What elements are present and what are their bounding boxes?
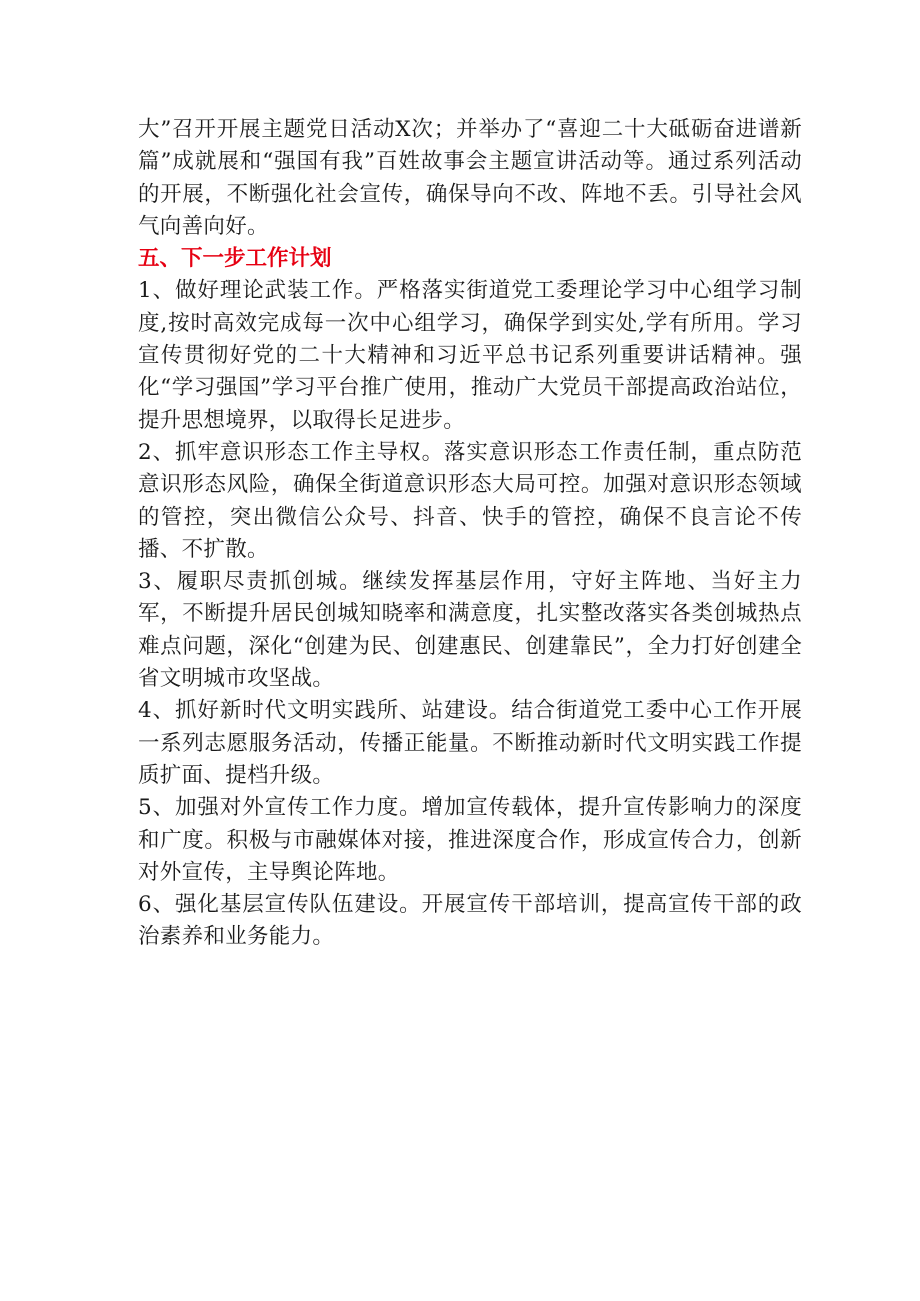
plan-item-3: 3、履职尽责抓创城。继续发挥基层作用，守好主阵地、当好主力军，不断提升居民创城知晓率和满意度，扎实整改落实各类创城热点难点问题，深化“创建为民、创建惠民、创建靠民”，全力打好创建全省文明城市攻坚战。 (138, 569, 802, 692)
plan-item-4: 4、抓好新时代文明实践所、站建设。结合街道党工委中心工作开展一系列志愿服务活动，传播正能量。不断推动新时代文明实践工作提质扩面、提档升级。 (138, 698, 802, 788)
document-body (138, 114, 802, 954)
plan-item-5: 5、加强对外宣传工作力度。增加宣传载体，提升宣传影响力的深度和广度。积极与市融媒体对接，推进深度合作，形成宣传合力，创新对外宣传，主导舆论阵地。 (138, 795, 802, 885)
plan-item-1: 1、做好理论武装工作。严格落实街道党工委理论学习中心组学习制度,按时高效完成每一次中心组学习，确保学到实处,学有所用。学习宣传贯彻好党的二十大精神和习近平总书记系列重要讲话精神。强化“学习强国”学习平台推广使用，推动广大党员干部提高政治站位，提升思想境界，以取得长足进步。 (138, 278, 802, 433)
plan-item-6: 6、强化基层宣传队伍建设。开展宣传干部培训，提高宣传干部的政治素养和业务能力。 (138, 892, 802, 950)
intro-paragraph: 大”召开开展主题党日活动X次；并举办了“喜迎二十大砥砺奋进谱新篇”成就展和“强国有我”百姓故事会主题宣讲活动等。通过系列活动的开展，不断强化社会宣传，确保导向不改、阵地不丢。引导社会风气向善向好。 (138, 117, 802, 239)
section-heading: 五、下一步工作计划 (138, 246, 332, 272)
plan-item-2: 2、抓牢意识形态工作主导权。落实意识形态工作责任制，重点防范意识形态风险，确保全街道意识形态大局可控。加强对意识形态领域的管控，突出微信公众号、抖音、快手的管控，确保不良言论不传播、不扩散。 (138, 439, 802, 562)
